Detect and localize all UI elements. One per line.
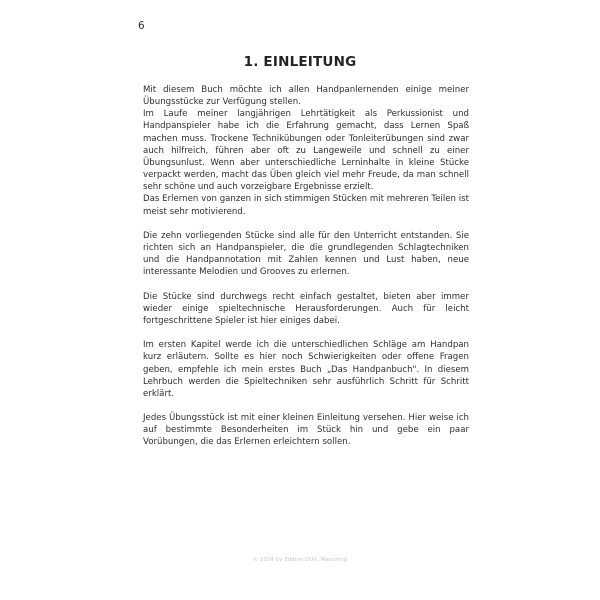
text-line: Jedes Übungsstück ist mit einer kleinen Einleitung versehen. Hier weise ich auf bestimmte Besonderheiten im Stück hin und gebe ein paar Vorübungen, die das Erlernen erleichtern sollen. (143, 413, 469, 448)
paragraph-intro (143, 84, 469, 218)
text-line: Im Laufe meiner langjährigen Lehrtätigkeit als Perkussionist und Handpanspieler habe ich die Erfahrung gemacht, dass Lernen Spaß machen muss. Trockene Technikübungen oder Tonleiterübungen sind zwar auch hilfreich, führen aber oft zu Langeweile und schnell zu einer Übungsunlust. Wenn aber unterschiedliche Lerninhalte in kleine Stücke verpackt werden, macht das Üben gleich viel mehr Freude, da man schnell sehr schöne und auch vorzeigbare Ergebnisse erzielt. (143, 109, 469, 193)
chapter-title: 1. EINLEITUNG (243, 54, 357, 70)
text-line: Mit diesem Buch möchte ich allen Handpanlernenden einige meiner Übungsstücke zur Verfügung stellen. (143, 85, 469, 108)
paragraph-first-chapter (143, 339, 469, 400)
body-text (143, 84, 469, 461)
page-number: 6 (138, 20, 145, 32)
paragraph-exercise-intro (143, 412, 469, 448)
paragraph-difficulty (143, 291, 469, 327)
text-line: Die zehn vorliegenden Stücke sind alle für den Unterricht entstanden. Sie richten sich an Handpanspieler, die die grundlegenden Schlagtechniken und die Handpannotation mit Zahlen kennen und Lust haben, neue interessante Melodien und Grooves zu erlernen. (143, 230, 469, 278)
footer-copyright: © 2024 by Edition DUX, Manching (252, 557, 348, 563)
text-line: Im ersten Kapitel werde ich die unterschiedlichen Schläge am Handpan kurz erläutern. Sollte es hier noch Schwierigkeiten oder offene Fragen geben, empfehle ich mein erstes Buch „Das Handpanbuch". In diesem Lehrbuch werden die Spieltechniken sehr ausführlich Schritt für Schritt erklärt. (143, 340, 469, 399)
paragraph-audience (143, 230, 469, 279)
text-line: Die Stücke sind durchwegs recht einfach gestaltet, bieten aber immer wieder einige spieltechnische Herausforderungen. Auch für leicht fortgeschrittene Spieler ist hier einiges dabei. (143, 291, 469, 326)
text-line: Das Erlernen von ganzen in sich stimmigen Stücken mit mehreren Teilen ist meist sehr motivierend. (143, 194, 469, 217)
